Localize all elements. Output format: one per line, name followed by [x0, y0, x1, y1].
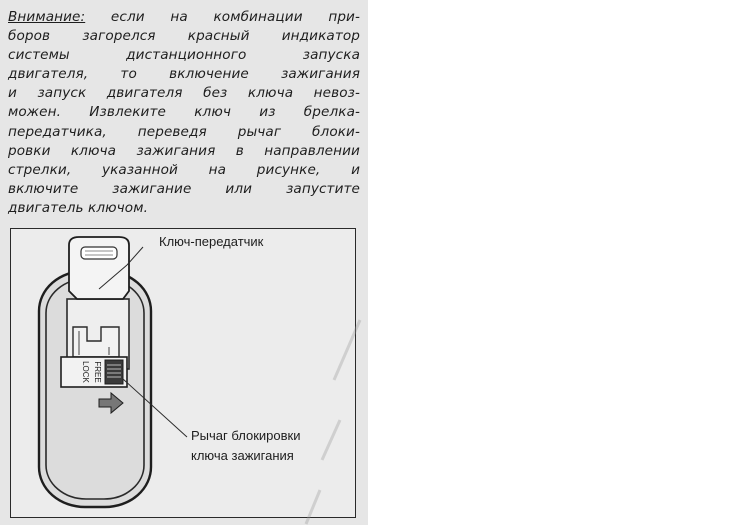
note-lead: Внимание: [8, 9, 86, 25]
note-line-1 [8, 8, 360, 27]
lock-lever [105, 360, 123, 384]
note-line: можен. Извлеките ключ из брелка- [8, 104, 360, 121]
watermark-stroke [322, 420, 340, 460]
callout-key-transmitter: Ключ-передатчик [159, 234, 264, 249]
watermark-strokes [300, 310, 370, 530]
note-line: и запуск двигателя без ключа невоз- [8, 85, 360, 102]
note-line: ровки ключа зажигания в направлении [8, 142, 360, 159]
note-line: передатчика, переведя рычаг блоки- [8, 123, 360, 140]
note-line: системы дистанционного запуска [8, 47, 360, 64]
note-line: двигатель ключом. [8, 199, 148, 216]
note-line: стрелки, указанной на рисунке, и [8, 161, 360, 178]
warning-note [8, 8, 360, 218]
free-label: FREE [93, 361, 102, 383]
note-line: боров загорелся красный индикатор [8, 28, 360, 45]
callout-lock-lever-line-2: ключа зажигания [191, 448, 294, 463]
key-button [81, 247, 117, 259]
key-transmitter-head [69, 237, 129, 299]
watermark-stroke [334, 320, 360, 380]
lock-label: LOCK [81, 361, 90, 383]
note-line: двигателя, то включение зажигания [8, 66, 360, 83]
watermark-stroke [306, 490, 320, 524]
note-line: включите зажигание или запустите [8, 180, 360, 197]
note-line-1-rest: если на комбинации при- [85, 9, 360, 25]
callout-lock-lever-line-1: Рычаг блокировки [191, 428, 301, 443]
scanned-page [0, 0, 368, 525]
